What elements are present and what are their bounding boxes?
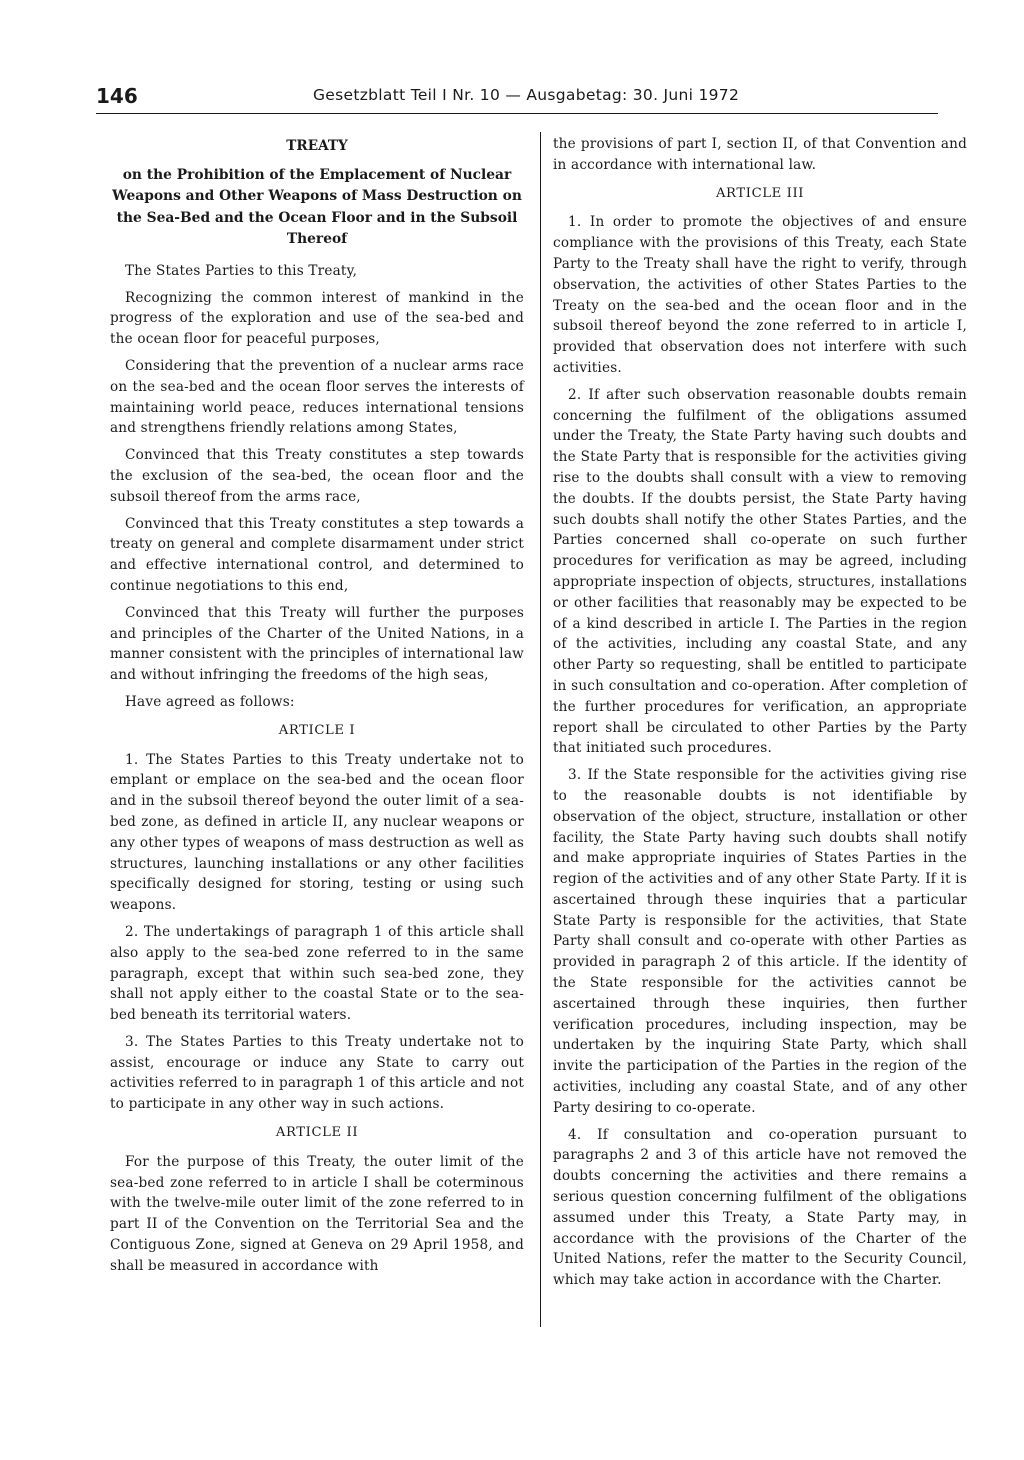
article-1-paragraph: 1. The States Parties to this Treaty undertake not to emplant or emplace on the sea-bed and the ocean floor and in the subsoil thereof beyond the outer limit of a sea-bed zone, as defined in article II, any nuclear weapons or any other types of weapons of mass destruction as well as structures, launching installations or any other facilities specifically designed for storing, testing or using such weapons.: [110, 751, 524, 914]
preamble-paragraph: Recognizing the common interest of mankind in the progress of the exploration and use of the sea-bed and the ocean floor for peaceful purposes,: [110, 289, 524, 348]
article-1-paragraph: 2. The undertakings of paragraph 1 of this article shall also apply to the sea-bed zone referred to in the same paragraph, except that within such sea-bed zone, they shall not apply either to the coastal State or to the sea-bed beneath its territorial waters.: [110, 923, 524, 1024]
column-divider: [540, 132, 541, 1327]
left-column: [110, 134, 524, 1283]
preamble-paragraph: Convinced that this Treaty constitutes a step towards the exclusion of the sea-bed, the ocean floor and the subsoil thereof from the arms race,: [110, 447, 524, 505]
preamble-paragraph: Considering that the prevention of a nuclear arms race on the sea-bed and the ocean floor serves the interests of maintaining world peace, reduces international tensions and strengthens friendly relations among States,: [110, 357, 524, 437]
preamble-paragraph: Have agreed as follows:: [125, 693, 295, 710]
article-3-heading: ARTICLE III: [715, 185, 805, 201]
right-column: [553, 134, 967, 1297]
article-1-paragraph: 3. The States Parties to this Treaty undertake not to assist, encourage or induce any State to carry out activities referred to in paragraph 1 of this article and not to participate in any other way in such actions.: [110, 1033, 524, 1113]
article-3-paragraph: 3. If the State responsible for the activities giving rise to the reasonable doubts is not identifiable by observation of the object, structure, installation or other facility, the State Party having such doubts shall notify and make appropriate inquiries of States Parties in the region of the activities and of any other State Party. If it is ascertained through these inquiries that a particular State Party is responsible for the activities, that State Party shall consult and co-operate with other Parties as provided in paragraph 2 of this article. If the identity of the State responsible for the activities cannot be ascertained through these inquiries, then further verification procedures, including inspection, may be undertaken by the inquiring State Party, which shall invite the participation of the Parties in the region of the activities, including any coastal State, and of any other Party desiring to co-operate.: [553, 767, 967, 1116]
article-2-heading: ARTICLE II: [275, 1125, 359, 1141]
page-header: [96, 84, 938, 114]
header-rule: [96, 113, 938, 114]
preamble-paragraph: Convinced that this Treaty will further the purposes and principles of the Charter of the United Nations, in a manner consistent with the principles of international law and without infringing the freedoms of the high seas,: [110, 604, 524, 684]
treaty-title: TREATY: [286, 138, 348, 154]
preamble-paragraph: Convinced that this Treaty constitutes a step towards a treaty on general and complete disarmament under strict and effective international control, and determined to continue negotiations to this end,: [110, 515, 524, 594]
running-title: Gesetzblatt Teil I Nr. 10 — Ausgabetag: 30. Juni 1972: [313, 86, 740, 104]
article-3-paragraph: 1. In order to promote the objectives of and ensure compliance with the provisions of this Treaty, each State Party to the Treaty shall have the right to verify, through observation, the activities of other States Parties to the Treaty on the sea-bed and the ocean floor and in the subsoil thereof beyond the zone referred to in article I, provided that observation does not interfere with such activities.: [553, 214, 967, 376]
article-2-paragraph: For the purpose of this Treaty, the outer limit of the sea-bed zone referred to in article I shall be coterminous with the twelve-mile outer limit of the zone referred to in part II of the Convention on the Territorial Sea and the Contiguous Zone, signed at Geneva on 29 April 1958, and shall be measured in accordance with: [110, 1153, 524, 1274]
page-number: 146: [96, 84, 138, 108]
article-3-paragraph: 2. If after such observation reasonable doubts remain concerning the fulfilment of the obligations assumed under the Treaty, the State Party having such doubts and the State Party that is responsible for the activities giving rise to the doubts shall consult with a view to removing the doubts. If the doubts persist, the State Party having such doubts shall notify the other States Parties, and the Parties concerned shall co-operate on such further procedures for verification as may be agreed, including appropriate inspection of objects, structures, installations or other facilities that reasonably may be expected to be of a kind described in article I. The Parties in the region of the activities, including any coastal State, and any other Party so requesting, shall be entitled to participate in such consultation and co-operation. After completion of the further procedures for verification, an appropriate report shall be circulated to other Parties by the Party that initiated such procedures.: [553, 386, 967, 757]
article-2-paragraph-continued: the provisions of part I, section II, of that Convention and in accordance with international law.: [553, 136, 967, 173]
article-1-heading: ARTICLE I: [278, 722, 356, 738]
preamble-paragraph: The States Parties to this Treaty,: [125, 262, 358, 279]
article-3-paragraph: 4. If consultation and co-operation pursuant to paragraphs 2 and 3 of this article have not removed the doubts concerning the activities and there remains a serious question concerning fulfilment of the obligations assumed under this Treaty, a State Party may, in accordance with the provisions of the Charter of the United Nations, refer the matter to the Security Council, which may take action in accordance with the Charter.: [553, 1126, 967, 1289]
treaty-subtitle: on the Prohibition of the Emplacement of Nuclear Weapons and Other Weapons of Mass Destruction on the Sea-Bed and the Ocean Floor and in the Subsoil Thereof: [112, 166, 522, 248]
